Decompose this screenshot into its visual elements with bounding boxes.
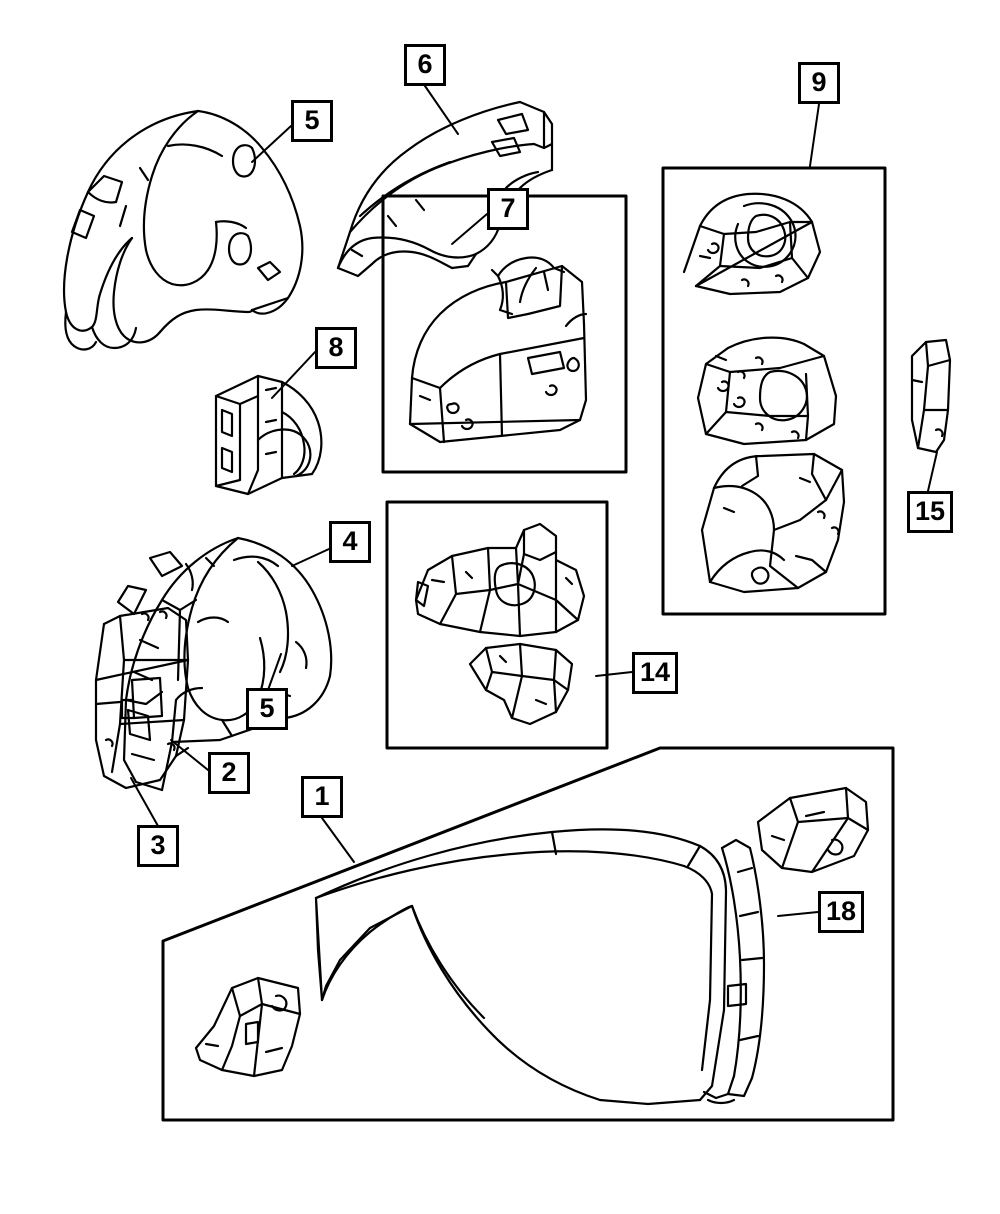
callout-14-label: 14 xyxy=(639,656,671,687)
callout-5-lower-label: 5 xyxy=(259,692,275,723)
callout-9[interactable] xyxy=(798,62,840,104)
callout-15[interactable] xyxy=(907,491,953,533)
callout-14[interactable] xyxy=(632,652,678,694)
callout-8[interactable] xyxy=(315,327,357,369)
callout-2-label: 2 xyxy=(221,756,237,787)
part-5-upper-liner xyxy=(64,111,302,349)
callout-1[interactable] xyxy=(301,776,343,818)
part-9-reinforcement-set xyxy=(684,194,844,592)
part-18-fender-rail xyxy=(704,840,764,1103)
part-18-bracket xyxy=(758,788,868,872)
callout-2[interactable] xyxy=(208,752,250,794)
part-14-shield-assembly xyxy=(416,524,584,724)
part-8-closure-bracket xyxy=(216,376,321,494)
callout-8-label: 8 xyxy=(328,331,344,362)
leader-1 xyxy=(322,818,354,862)
callout-7-label: 7 xyxy=(500,192,516,223)
callout-15-label: 15 xyxy=(914,495,946,526)
part-2-splash-shield xyxy=(96,608,188,788)
callout-4-label: 4 xyxy=(342,525,358,556)
callout-3-label: 3 xyxy=(150,829,166,860)
callout-3[interactable] xyxy=(137,825,179,867)
callout-5-upper[interactable] xyxy=(291,100,333,142)
panel-14-inset xyxy=(387,502,607,748)
part-7-inner-apron xyxy=(410,257,586,442)
leader-14 xyxy=(596,672,632,676)
callout-6-label: 6 xyxy=(417,48,433,79)
leader-7 xyxy=(452,214,487,244)
leader-4 xyxy=(292,549,329,566)
leader-9 xyxy=(810,104,819,166)
callout-5-upper-label: 5 xyxy=(304,104,320,135)
part-1-fender-panel xyxy=(316,829,726,1104)
callout-9-label: 9 xyxy=(811,66,827,97)
callout-6[interactable] xyxy=(404,44,446,86)
callout-4[interactable] xyxy=(329,521,371,563)
leader-6 xyxy=(425,86,458,134)
leader-18 xyxy=(778,912,818,916)
part-15-reinforcement-strip xyxy=(912,340,950,452)
fender-lower-bracket xyxy=(196,978,300,1076)
callout-18[interactable] xyxy=(818,891,864,933)
callout-7[interactable] xyxy=(487,188,529,230)
leader-8 xyxy=(272,352,315,398)
leader-15 xyxy=(928,452,937,491)
callout-1-label: 1 xyxy=(314,780,330,811)
callout-18-label: 18 xyxy=(825,895,857,926)
callout-5-lower[interactable] xyxy=(246,688,288,730)
